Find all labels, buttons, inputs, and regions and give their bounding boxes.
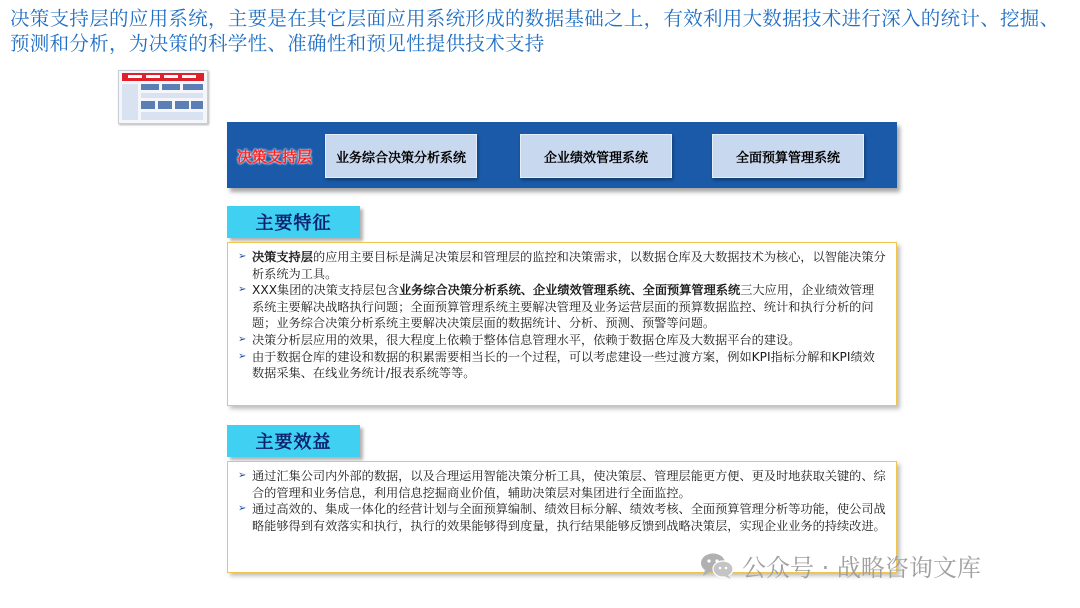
system-box-business-decision: 业务综合决策分析系统 [325, 134, 477, 178]
system-box-performance: 企业绩效管理系统 [520, 134, 672, 178]
bullet-item [236, 249, 886, 282]
bullet-text: 通过汇集公司内外部的数据，以及合理运用智能决策分析工具，使决策层、管理层能更方便、更及时地获取关键的、综合的管理和业务信息，利用信息挖掘商业价值，辅助决策层对集团进行全面监控。 [252, 469, 886, 500]
arrow-bullet-icon: ➢ [238, 333, 247, 345]
bullet-item [236, 349, 886, 382]
bullet-text: 三大应用，企业绩效管理系统主要解决战略执行问题；全面预算管理系统主要解决管理及业务运营层面的预算数据监控、统计和执行分析的问题；业务综合决策分析系统主要解决决策层面的数据统计、分析、预测、预警等问题。 [252, 283, 875, 331]
arrow-bullet-icon: ➢ [238, 251, 247, 262]
page-title: 决策支持层的应用系统，主要是在其它层面应用系统形成的数据基础之上，有效利用大数据技术进行深入的统计、挖掘、预测和分析，为决策的科学性、准确性和预见性提供技术支持 [10, 7, 1060, 55]
arrow-bullet-icon: ➢ [238, 284, 247, 296]
wechat-icon [700, 552, 734, 580]
layer-label: 决策支持层 [237, 148, 313, 166]
system-box-budget: 全面预算管理系统 [712, 134, 864, 178]
benefits-heading: 主要效益 [227, 425, 360, 457]
decision-support-layer-band [227, 122, 897, 188]
thumbnail-header-bar [122, 73, 204, 81]
watermark-text: 公众号 · 战略咨询文库 [742, 554, 981, 582]
watermark [700, 548, 981, 583]
arrow-bullet-icon: ➢ [238, 350, 247, 362]
bullet-text: XXX集团的决策支持层包含 [252, 283, 399, 298]
bullet-text: 的应用主要目标是满足决策层和管理层的监控和决策需求，以数据仓库及大数据技术为核心，以智能决策分析系统为工具。 [252, 250, 886, 281]
arrow-bullet-icon: ➢ [238, 503, 247, 515]
features-heading: 主要特征 [227, 206, 360, 238]
bullet-item [236, 468, 886, 501]
bullet-item [236, 501, 886, 534]
bullet-bold-text: 决策支持层 [252, 250, 313, 264]
bullet-text: 由于数据仓库的建设和数据的积累需要相当长的一个过程，可以考虑建设一些过渡方案，例如KPI指标分解和KPI绩效数据采集、在线业务统计/报表系统等等。 [252, 349, 875, 381]
bullet-item [236, 332, 886, 349]
bullet-text: 通过高效的、集成一体化的经营计划与全面预算编制、绩效目标分解、绩效考核、全面预算管理分析等功能，使公司战略能够得到有效落实和执行，执行的效果能够得到度量，执行结果能够反馈到战略决策层，实现企业业务的持续改进。 [252, 502, 886, 533]
bullet-bold-text: 业务综合决策分析系统、企业绩效管理系统、全面预算管理系统 [398, 283, 741, 298]
bullet-item [236, 282, 886, 332]
features-box [227, 242, 897, 406]
bullet-text: 决策分析层应用的效果，很大程度上依赖于整体信息管理水平，依赖于数据仓库及大数据平台的建设。 [252, 332, 801, 347]
arrow-bullet-icon: ➢ [238, 470, 247, 481]
system-thumbnail-image [118, 70, 208, 124]
